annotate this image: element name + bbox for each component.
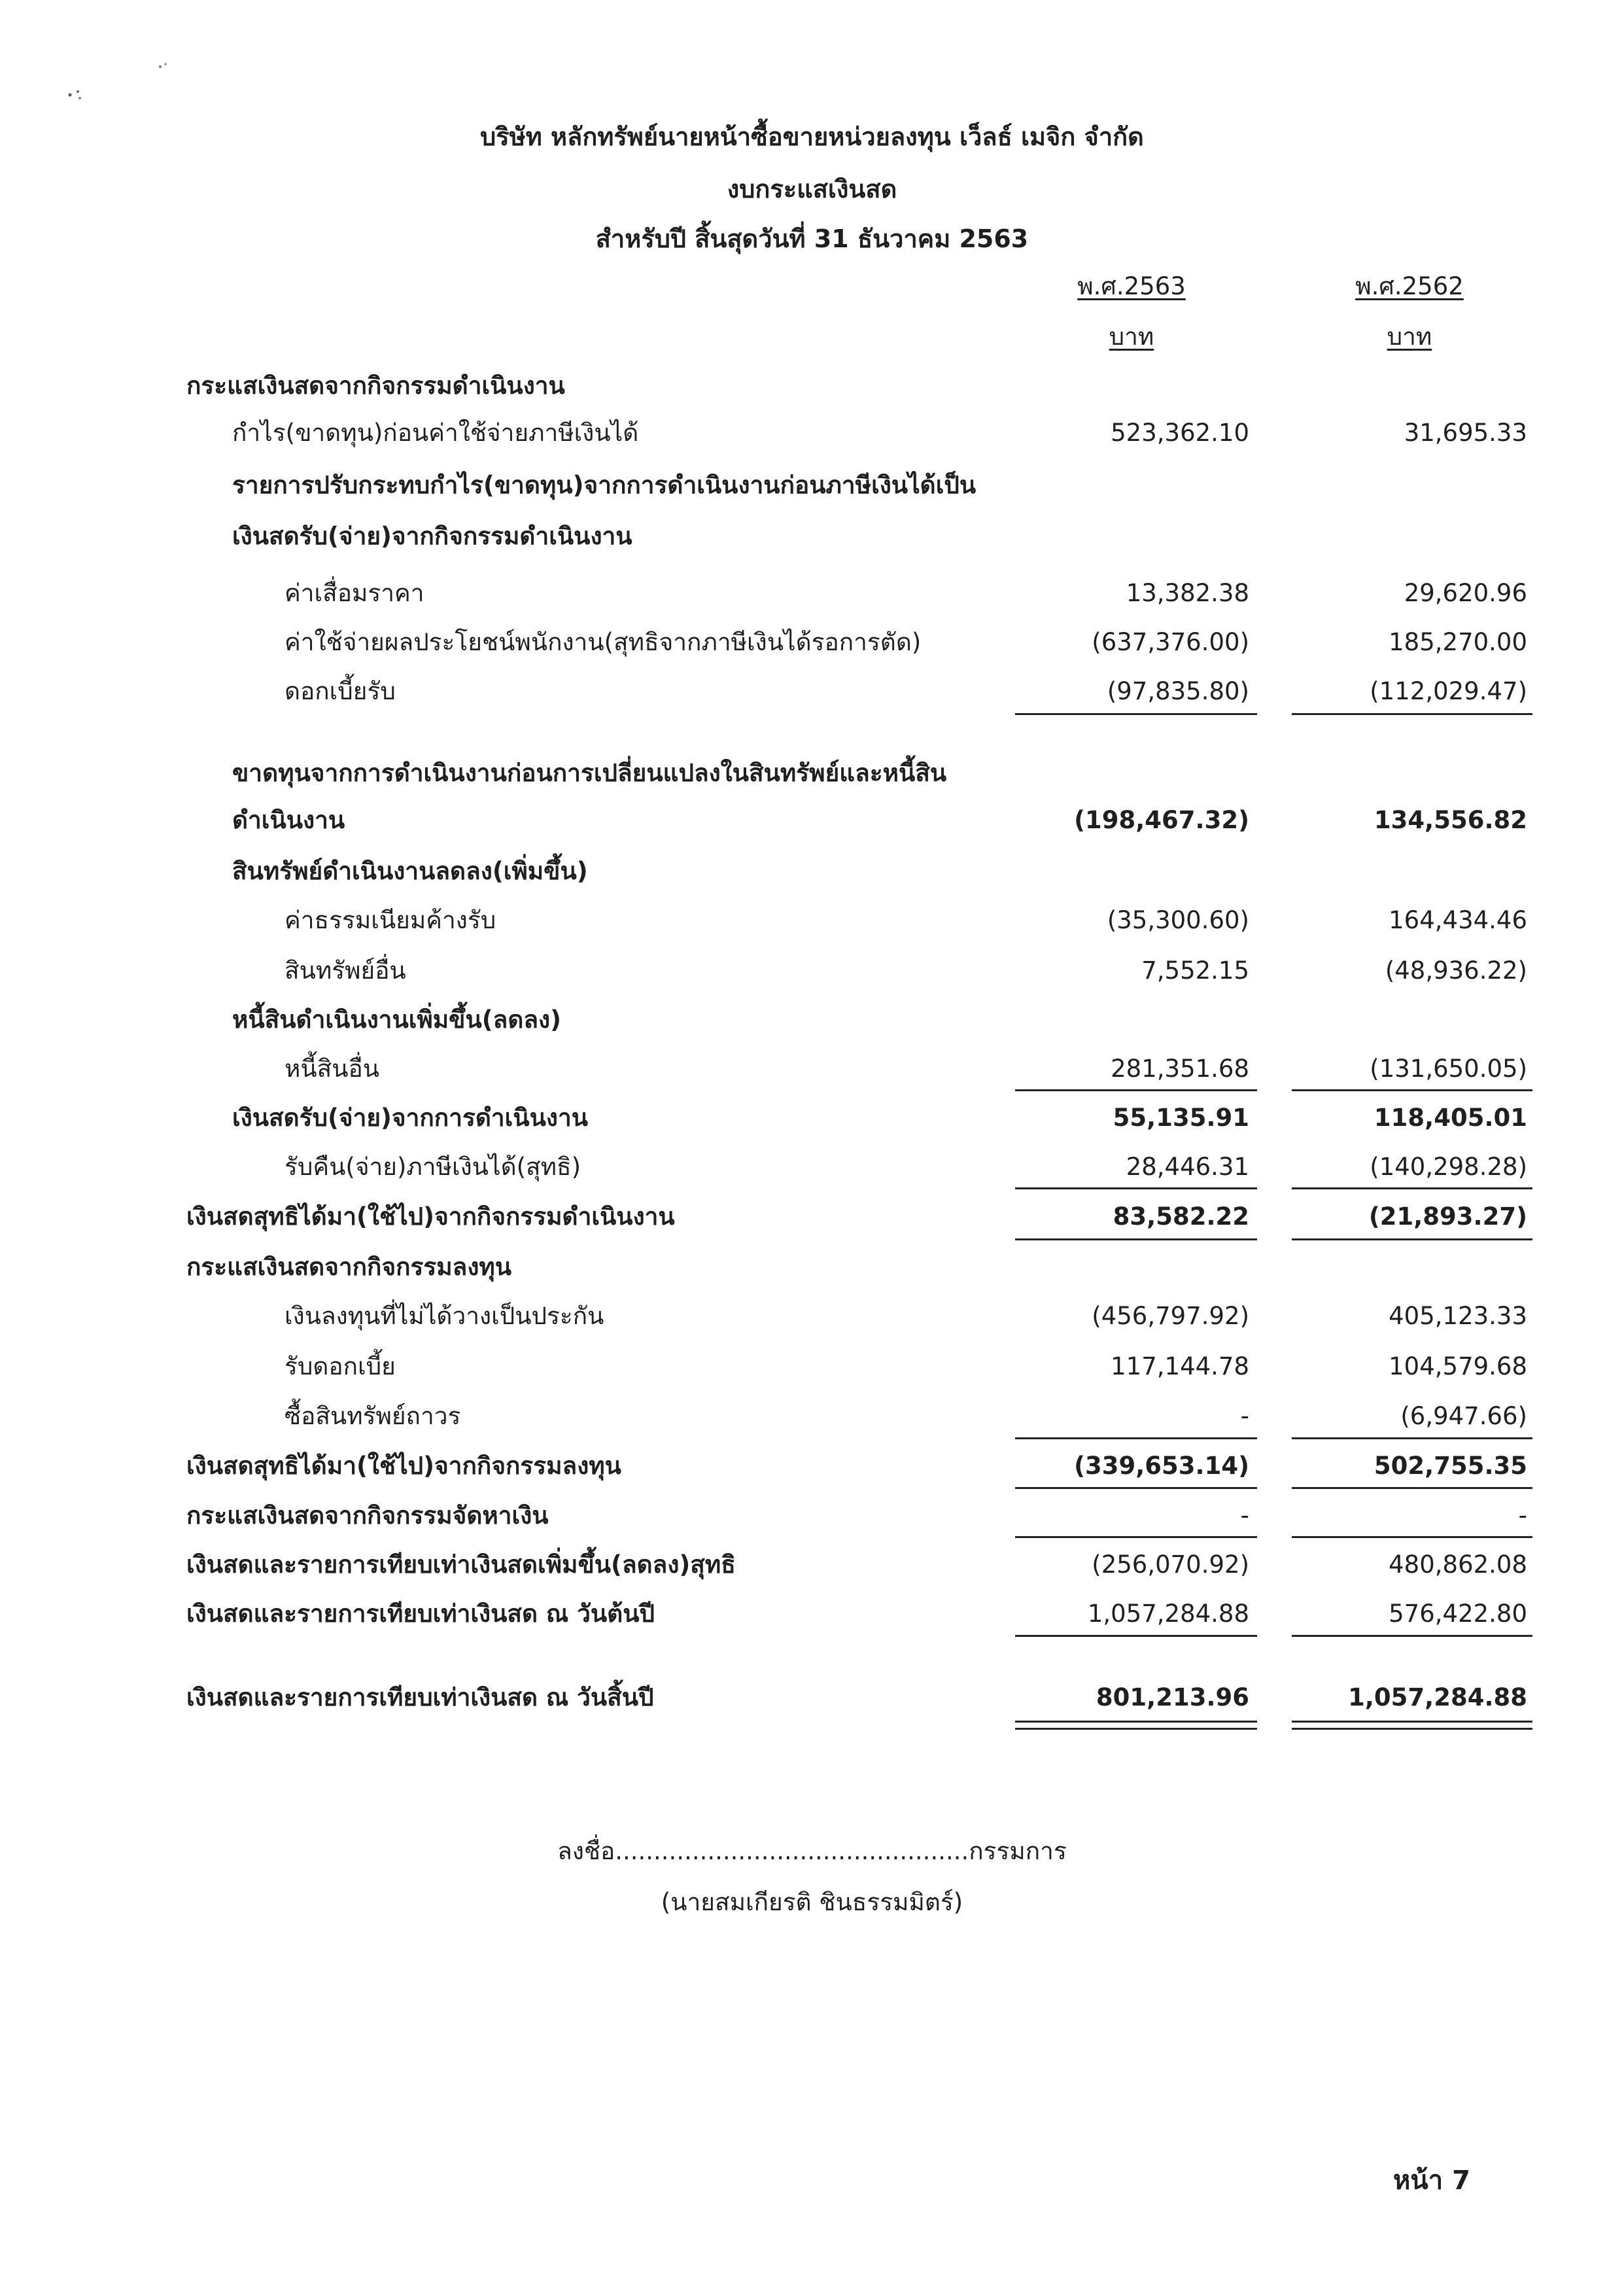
table-row	[0, 365, 1624, 407]
value-2562: -	[1518, 1501, 1527, 1530]
value-2563: 117,144.78	[1111, 1352, 1249, 1380]
row-label: เงินสดและรายการเทียบเท่าเงินสด ณ วันสิ้นปี	[186, 1683, 654, 1711]
value-2562: (48,936.22)	[1385, 956, 1527, 985]
table-row	[0, 950, 1624, 992]
row-label: หนี้สินอื่น	[285, 1055, 380, 1083]
signatory-name: (นายสมเกียรติ ชินธรรมมิตร์)	[661, 1888, 963, 1916]
row-label: รับดอกเบี้ย	[285, 1352, 396, 1380]
subtotal-rule	[1292, 1089, 1532, 1091]
row-label: ซื้อสินทรัพย์ถาวร	[285, 1402, 461, 1430]
subtotal-rule	[1015, 713, 1257, 715]
scan-specks	[62, 59, 193, 111]
row-label: เงินสดรับ(จ่าย)จากการดำเนินงาน	[232, 1104, 589, 1132]
table-row	[0, 999, 1624, 1041]
value-2562: 1,057,284.88	[1348, 1683, 1527, 1711]
value-2562: (112,029.47)	[1370, 677, 1527, 705]
table-row	[0, 1593, 1624, 1635]
subtotal-rule	[1015, 1536, 1257, 1538]
value-2563: 28,446.31	[1126, 1153, 1249, 1181]
row-label: ค่าเสื่อมราคา	[285, 579, 424, 607]
row-label: รายการปรับกระทบกำไร(ขาดทุน)จากการดำเนินงานก่อนภาษีเงินได้เป็น	[232, 471, 976, 499]
column-unit-2562: บาท	[1387, 323, 1432, 351]
subtotal-rule	[1292, 1635, 1532, 1637]
value-2563: 7,552.15	[1141, 956, 1249, 985]
row-label: รับคืน(จ่าย)ภาษีเงินได้(สุทธิ)	[285, 1153, 581, 1181]
table-row	[0, 1677, 1624, 1719]
row-label: หนี้สินดำเนินงานเพิ่มขึ้น(ลดลง)	[232, 1006, 562, 1034]
subtotal-rule	[1292, 713, 1532, 715]
value-2562: 104,579.68	[1389, 1352, 1527, 1380]
subtotal-rule	[1015, 1089, 1257, 1091]
table-row	[0, 900, 1624, 941]
row-label: ขาดทุนจากการดำเนินงานก่อนการเปลี่ยนแปลงในสินทรัพย์และหนี้สิน	[232, 759, 947, 787]
row-label: กระแสเงินสดจากกิจกรรมจัดหาเงิน	[186, 1501, 549, 1530]
value-2562: 502,755.35	[1373, 1452, 1527, 1480]
table-row	[0, 1346, 1624, 1388]
value-2563: 55,135.91	[1113, 1104, 1249, 1132]
subtotal-rule	[1015, 1437, 1257, 1439]
value-2563: (637,376.00)	[1092, 628, 1249, 656]
value-2562: (6,947.66)	[1400, 1402, 1527, 1430]
signature-line: ลงชื่อ..............................................กรรมการ	[557, 1837, 1067, 1865]
value-2563: 83,582.22	[1113, 1202, 1249, 1231]
value-2563: -	[1240, 1501, 1249, 1530]
value-2563: 801,213.96	[1096, 1683, 1249, 1711]
table-row	[0, 1395, 1624, 1437]
subtotal-rule	[1015, 1238, 1257, 1240]
column-year-2563: พ.ศ.2563	[1077, 272, 1186, 300]
table-row	[0, 1544, 1624, 1586]
row-label: ดำเนินงาน	[232, 806, 345, 834]
table-row	[0, 1196, 1624, 1238]
value-2562: 164,434.46	[1389, 906, 1527, 934]
table-row	[0, 1295, 1624, 1337]
table-row	[0, 752, 1624, 794]
row-label: สินทรัพย์ดำเนินงานลดลง(เพิ่มขึ้น)	[232, 857, 588, 885]
table-row	[0, 799, 1624, 841]
table-row	[0, 1146, 1624, 1188]
table-row	[0, 1097, 1624, 1139]
total-double-rule	[1292, 1721, 1532, 1723]
value-2563: 281,351.68	[1111, 1055, 1249, 1083]
table-row	[0, 671, 1624, 712]
subtotal-rule	[1292, 1487, 1532, 1489]
table-row	[0, 464, 1624, 506]
value-2563: (456,797.92)	[1092, 1302, 1249, 1330]
table-row	[0, 412, 1624, 454]
column-year-2562: พ.ศ.2562	[1355, 272, 1464, 300]
table-row	[0, 850, 1624, 892]
value-2563: 13,382.38	[1126, 579, 1249, 607]
value-2563: (198,467.32)	[1074, 806, 1249, 834]
statement-title: งบกระแสเงินสด	[727, 175, 897, 203]
row-label: เงินสดรับ(จ่าย)จากกิจกรรมดำเนินงาน	[232, 522, 632, 550]
page-number: หน้า 7	[1393, 2165, 1470, 2196]
company-name: บริษัท หลักทรัพย์นายหน้าซื้อขายหน่วยลงทุน เว็ลธ์ เมจิก จำกัด	[480, 122, 1144, 151]
row-label: กระแสเงินสดจากกิจกรรมลงทุน	[186, 1253, 512, 1281]
table-row	[0, 622, 1624, 663]
value-2562: (140,298.28)	[1370, 1153, 1527, 1181]
table-row	[0, 1495, 1624, 1537]
table-row	[0, 1445, 1624, 1487]
row-label: กระแสเงินสดจากกิจกรรมดำเนินงาน	[186, 372, 565, 400]
column-unit-2563: บาท	[1109, 323, 1154, 351]
subtotal-rule	[1015, 1187, 1257, 1189]
statement-period: สำหรับปี สิ้นสุดวันที่ 31 ธันวาคม 2563	[595, 224, 1029, 253]
total-double-rule	[1292, 1728, 1532, 1730]
subtotal-rule	[1292, 1437, 1532, 1439]
value-2562: (131,650.05)	[1370, 1055, 1527, 1083]
row-label: เงินสดและรายการเทียบเท่าเงินสดเพิ่มขึ้น(ลดลง)สุทธิ	[186, 1550, 736, 1579]
table-row	[0, 1246, 1624, 1288]
subtotal-rule	[1015, 1487, 1257, 1489]
subtotal-rule	[1015, 1635, 1257, 1637]
value-2562: 576,422.80	[1389, 1600, 1527, 1628]
value-2562: 134,556.82	[1373, 806, 1527, 834]
row-label: เงินลงทุนที่ไม่ได้วางเป็นประกัน	[285, 1302, 604, 1330]
table-row	[0, 516, 1624, 557]
subtotal-rule	[1292, 1238, 1532, 1240]
table-row	[0, 1048, 1624, 1090]
value-2563: (256,070.92)	[1092, 1550, 1249, 1579]
total-double-rule	[1015, 1721, 1257, 1723]
row-label: เงินสดสุทธิได้มา(ใช้ไป)จากกิจกรรมดำเนินงาน	[186, 1202, 675, 1231]
value-2562: 405,123.33	[1389, 1302, 1527, 1330]
value-2562: 31,695.33	[1404, 419, 1527, 447]
value-2562: 29,620.96	[1404, 579, 1527, 607]
value-2563: 523,362.10	[1111, 419, 1249, 447]
value-2562: 480,862.08	[1389, 1550, 1527, 1579]
value-2562: (21,893.27)	[1368, 1202, 1527, 1231]
value-2563: (35,300.60)	[1107, 906, 1249, 934]
total-double-rule	[1015, 1728, 1257, 1730]
value-2562: 185,270.00	[1389, 628, 1527, 656]
row-label: เงินสดสุทธิได้มา(ใช้ไป)จากกิจกรรมลงทุน	[186, 1452, 621, 1480]
value-2563: 1,057,284.88	[1087, 1600, 1249, 1628]
row-label: ค่าธรรมเนียมค้างรับ	[285, 906, 496, 934]
row-label: ค่าใช้จ่ายผลประโยชน์พนักงาน(สุทธิจากภาษีเงินได้รอการตัด)	[285, 628, 922, 656]
row-label: สินทรัพย์อื่น	[285, 956, 406, 985]
subtotal-rule	[1292, 1187, 1532, 1189]
row-label: เงินสดและรายการเทียบเท่าเงินสด ณ วันต้นปี	[186, 1600, 655, 1628]
value-2563: -	[1240, 1402, 1249, 1430]
subtotal-rule	[1292, 1536, 1532, 1538]
value-2562: 118,405.01	[1373, 1104, 1527, 1132]
row-label: ดอกเบี้ยรับ	[285, 677, 396, 705]
table-row	[0, 572, 1624, 614]
value-2563: (97,835.80)	[1107, 677, 1249, 705]
row-label: กำไร(ขาดทุน)ก่อนค่าใช้จ่ายภาษีเงินได้	[232, 419, 639, 447]
value-2563: (339,653.14)	[1074, 1452, 1249, 1480]
